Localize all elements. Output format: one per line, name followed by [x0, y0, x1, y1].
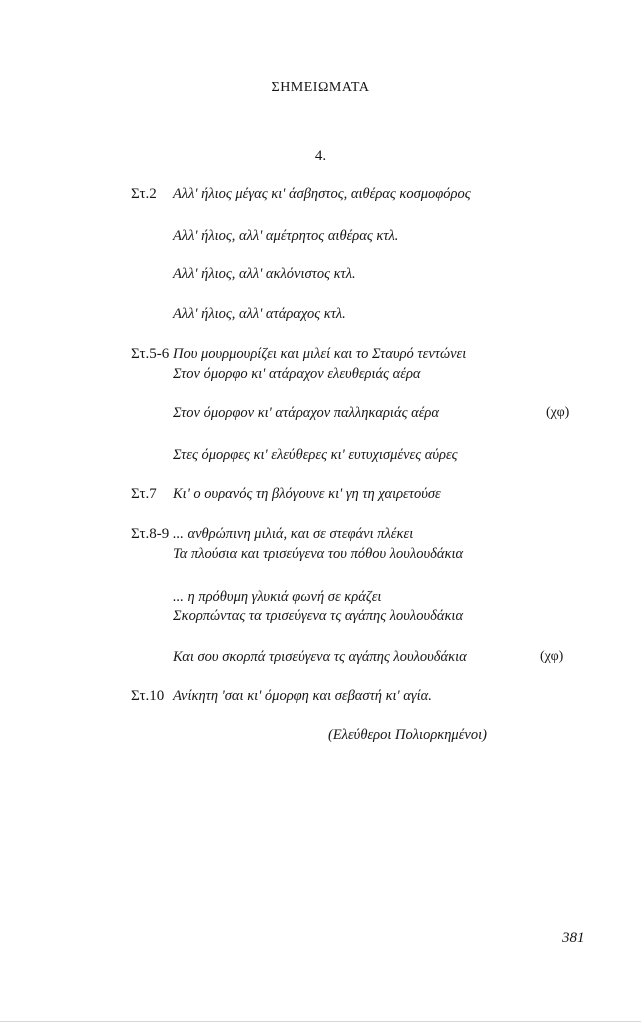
verse-label-st10: Στ.10	[131, 688, 165, 704]
manuscript-marker: (χφ)	[540, 649, 564, 664]
verse-line: Κι' ο ουρανός τη βλόγουνε κι' γη τη χαιρετούσε	[173, 486, 441, 502]
verse-line: Ανίκητη 'σαι κι' όμορφη και σεβαστή κι' αγία.	[173, 688, 432, 704]
verse-line: Στον όμορφον κι' ατάραχον παλληκαριάς αέρα	[173, 405, 439, 421]
verse-label-st5-6: Στ.5-6	[131, 346, 170, 362]
verse-line: ... ανθρώπινη μιλιά, και σε στεφάνι πλέκει	[173, 526, 414, 542]
verse-line: ... η πρόθυμη γλυκιά φωνή σε κράζει	[173, 589, 382, 605]
verse-label-st2: Στ.2	[131, 186, 157, 202]
section-number: 4.	[314, 148, 327, 164]
verse-line: Που μουρμουρίζει και μιλεί και το Σταυρό τεντώνει	[173, 346, 467, 362]
bottom-edge-rule	[0, 1021, 641, 1022]
page-number: 381	[562, 930, 585, 946]
verse-line: Σκορπώντας τα τρισεύγενα τς αγάπης λουλουδάκια	[173, 608, 464, 624]
running-header: ΣΗΜΕΙΩΜΑΤΑ	[271, 80, 370, 95]
verse-line: Αλλ' ήλιος, αλλ' ακλόνιστος κτλ.	[173, 266, 356, 282]
verse-line: Αλλ' ήλιος μέγας κι' άσβηστος, αιθέρας κοσμοφόρος	[173, 186, 471, 202]
verse-line: Στες όμορφες κι' ελεύθερες κι' ευτυχισμένες αύρες	[173, 447, 458, 463]
verse-label-st7: Στ.7	[131, 486, 157, 502]
verse-line: Αλλ' ήλιος, αλλ' ατάραχος κτλ.	[173, 306, 346, 322]
verse-line: Στον όμορφο κι' ατάραχον ελευθεριάς αέρα	[173, 366, 421, 382]
verse-line: Τα πλούσια και τρισεύγενα του πόθου λουλουδάκια	[173, 546, 464, 562]
verse-label-st8-9: Στ.8-9	[131, 526, 170, 542]
verse-line: Και σου σκορπά τρισεύγενα τς αγάπης λουλουδάκια	[173, 649, 467, 665]
manuscript-marker: (χφ)	[546, 405, 570, 420]
verse-line: Αλλ' ήλιος, αλλ' αμέτρητος αιθέρας κτλ.	[173, 228, 399, 244]
source-title: (Ελεύθεροι Πολιορκημένοι)	[328, 727, 487, 743]
